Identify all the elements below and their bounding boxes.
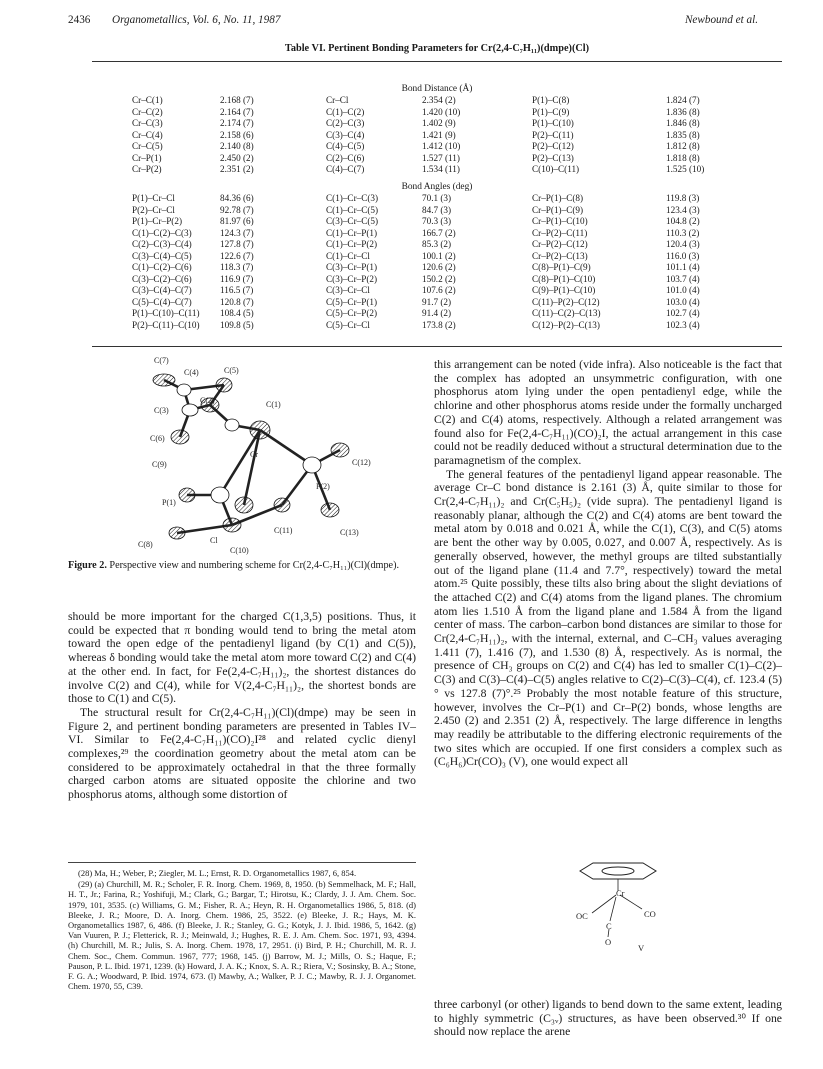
footnote-rule <box>68 862 416 863</box>
label-c3: C(3) <box>154 406 169 415</box>
label-c7: C(7) <box>154 356 169 365</box>
label-c1: C(1) <box>266 400 281 409</box>
angle-cell: 102.7 (4) <box>666 308 700 318</box>
angle-cell: Cr–P(1)–C(8) <box>532 193 584 203</box>
angle-cell: C(1)–Cr–C(5) <box>326 204 379 215</box>
right-column-end <box>434 998 782 1039</box>
angle-cell: C(9)–P(1)–C(10) <box>532 285 596 295</box>
right-paragraph-3: three carbonyl (or other) ligands to bend down to the same extent, leading to highly symmetric (C₃ᵥ) structures, as have been observed.³⁰ If one should now replace the arene <box>434 998 782 1039</box>
angle-cell: P(1)–Cr–Cl <box>132 193 175 203</box>
angle-cell: 91.7 (2) <box>422 296 452 307</box>
distance-cell: Cr–C(3) <box>132 118 163 128</box>
angle-cell: 91.4 (2) <box>422 308 452 318</box>
distance-cell: 1.402 (9) <box>422 118 456 128</box>
distance-cell: P(1)–C(9) <box>532 106 570 117</box>
distance-cell: 1.818 (8) <box>666 152 700 163</box>
table-top-rule <box>92 61 782 62</box>
angle-cell: C(11)–P(2)–C(12) <box>532 296 600 307</box>
distance-row <box>92 107 782 119</box>
angle-cell: 110.3 (2) <box>666 227 700 238</box>
angle-cell: Cr–P(1)–C(9) <box>532 204 584 215</box>
distance-cell: Cr–C(5) <box>132 141 163 151</box>
angle-cell: C(3)–C(4)–C(5) <box>132 250 192 261</box>
angle-cell: C(5)–Cr–Cl <box>326 319 370 330</box>
angle-cell: C(1)–Cr–Cl <box>326 250 370 261</box>
angles-header: Bond Angles (deg) <box>401 182 473 192</box>
angle-cell: C(12)–P(2)–C(13) <box>532 319 600 330</box>
distance-row <box>92 164 782 176</box>
distance-cell: Cr–C(4) <box>132 129 163 140</box>
structure-v-drawing <box>558 855 678 953</box>
struct-cr: Cr <box>616 888 625 898</box>
distance-cell: C(10)–C(11) <box>532 164 580 174</box>
distance-cell: Cr–Cl <box>326 95 349 105</box>
label-c13: C(13) <box>340 528 359 537</box>
page-number: 2436 <box>68 14 91 26</box>
distance-cell: P(1)–C(8) <box>532 95 570 105</box>
distance-cell: 1.835 (8) <box>666 129 700 140</box>
distance-cell: 2.164 (7) <box>220 106 254 117</box>
angle-cell: 108.4 (5) <box>220 308 254 318</box>
ortep-figure <box>132 355 432 555</box>
distance-cell: P(1)–C(10) <box>532 118 574 128</box>
angle-cell: 103.7 (4) <box>666 273 700 284</box>
journal-citation: Organometallics, Vol. 6, No. 11, 1987 <box>112 14 281 26</box>
angle-cell: 120.4 (3) <box>666 239 700 249</box>
angle-cell: C(3)–Cr–Cl <box>326 285 370 295</box>
distance-cell: 2.168 (7) <box>220 95 254 105</box>
angle-cell: P(1)–Cr–P(2) <box>132 216 183 226</box>
angle-cell: 81.97 (6) <box>220 216 254 226</box>
distance-cell: C(1)–C(2) <box>326 106 365 117</box>
footnotes <box>68 868 416 992</box>
label-cl: Cl <box>210 536 218 545</box>
label-c11: C(11) <box>274 526 293 535</box>
distance-cell: Cr–P(2) <box>132 164 162 174</box>
distance-cell: 1.836 (8) <box>666 106 700 117</box>
angle-row <box>92 262 782 274</box>
distance-cell: C(2)–C(6) <box>326 152 365 163</box>
angle-cell: Cr–P(1)–C(10) <box>532 216 588 226</box>
distance-cell: 1.824 (7) <box>666 95 700 105</box>
distance-cell: Cr–P(1) <box>132 152 162 163</box>
label-c10: C(10) <box>230 546 249 555</box>
label-c12: C(12) <box>352 458 371 467</box>
distance-cell: 1.534 (11) <box>422 164 460 174</box>
angle-cell: C(3)–C(2)–C(6) <box>132 273 192 284</box>
running-head <box>68 12 758 30</box>
angle-row <box>92 320 782 332</box>
angle-cell: P(1)–C(10)–C(11) <box>132 308 200 318</box>
angle-cell: C(5)–Cr–P(1) <box>326 296 378 307</box>
angle-row <box>92 239 782 251</box>
angle-cell: 120.8 (7) <box>220 296 254 307</box>
distance-cell: C(4)–C(7) <box>326 164 365 174</box>
angle-cell: Cr–P(2)–C(12) <box>532 239 588 249</box>
caption-text: Perspective view and numbering scheme for Cr(2,4-C₇H₁₁)(Cl)(dmpe). <box>106 560 400 571</box>
left-paragraph-2: The structural result for Cr(2,4-C₇H₁₁)(Cl)(dmpe) may be seen in Figure 2, and pertinent bonding parameters are presented in Tables IV–VI. Similar to Fe(2,4-C₇H₁₁)(CO)₂I²⁸ and related cyclic dienyl complexes,²⁹ the coordination geometry about the metal atom can be considered to be approximately octahedral in that the three formally charged carbon atoms are situated opposite the chlorine and two phosphorus atoms, although some distortion of <box>68 705 416 802</box>
angle-cell: 122.6 (7) <box>220 250 254 261</box>
distance-cell: C(4)–C(5) <box>326 141 365 151</box>
angle-cell: 166.7 (2) <box>422 227 456 238</box>
distance-cell: 2.174 (7) <box>220 118 254 128</box>
angle-cell: C(3)–Cr–C(5) <box>326 216 379 226</box>
angle-row <box>92 251 782 263</box>
angle-cell: C(3)–Cr–P(1) <box>326 262 378 272</box>
angle-cell: C(1)–Cr–P(1) <box>326 227 378 238</box>
angle-row <box>92 274 782 286</box>
label-c6: C(6) <box>150 434 165 443</box>
left-paragraph-1: should be more important for the charged C(1,3,5) positions. Thus, it could be expected that π bonding would tend to bring the metal atom toward the open edge of the pentadienyl ligand (by C(1) and C(5)), whereas δ bonding would take the metal atom more toward C(2) and C(4) at the other end. In fact, for Fe(2,4-C₇H₁₁)₂, the shortest distances do involve C(2) and C(4), while for V(2,4-C₇H₁₁)₂, the shortest bonds are those to C(1) and C(5). <box>68 610 416 706</box>
angle-cell: 104.8 (2) <box>666 216 700 226</box>
label-cr: Cr <box>250 450 258 459</box>
label-c8: C(8) <box>138 540 153 549</box>
angle-cell: 92.78 (7) <box>220 204 254 215</box>
distance-cell: 1.527 (11) <box>422 152 460 163</box>
distance-cell: 1.846 (8) <box>666 118 700 128</box>
angle-cell: Cr–P(2)–C(11) <box>532 227 588 238</box>
distance-row <box>92 95 782 107</box>
angle-cell: 123.4 (3) <box>666 204 700 215</box>
distance-cell: P(2)–C(11) <box>532 129 574 140</box>
label-p2: P(2) <box>316 482 330 491</box>
angle-cell: C(3)–C(4)–C(7) <box>132 285 192 295</box>
left-column <box>68 610 416 802</box>
distance-row <box>92 153 782 165</box>
angle-cell: C(8)–P(1)–C(10) <box>532 273 596 284</box>
struct-label-v: V <box>638 943 645 953</box>
running-authors: Newbound et al. <box>684 14 758 26</box>
angle-row <box>92 216 782 228</box>
struct-co-left: OC <box>576 911 588 921</box>
distance-cell: 1.420 (10) <box>422 106 461 117</box>
angle-cell: 119.8 (3) <box>666 193 700 203</box>
distance-cell: 1.812 (8) <box>666 141 700 151</box>
angle-cell: 116.0 (3) <box>666 250 700 261</box>
distance-cell: 2.450 (2) <box>220 152 254 163</box>
structure-v-svg <box>558 855 678 953</box>
angle-cell: C(1)–Cr–P(2) <box>326 239 378 249</box>
angle-cell: 84.7 (3) <box>422 204 452 215</box>
distance-cell: Cr–C(2) <box>132 106 163 117</box>
right-paragraph-1: this arrangement can be noted (vide infra). Also noticeable is the fact that the complex has adopted an unsymmetric configuration, with one phosphorus atom lying under the open pentadienyl edge, while the chlorine and other phosphorus atoms reside under the formally uncharged C(2) and C(4) atoms, respectively. Although a related arrangement was found also for Fe(2,4-C₇H₁₁)(CO)₂I, the actual arrangement in this case could not be readily deduced without a structural determination due to the paramagnetism of the complex. <box>434 358 782 467</box>
distance-cell: 2.140 (8) <box>220 141 254 151</box>
distance-cell: P(2)–C(13) <box>532 152 574 163</box>
angle-cell: 70.3 (3) <box>422 216 452 226</box>
angle-cell: Cr–P(2)–C(13) <box>532 250 588 261</box>
angle-row <box>92 228 782 240</box>
angle-cell: 150.2 (2) <box>422 273 456 284</box>
distance-cell: 1.421 (9) <box>422 129 456 140</box>
label-c2: C(2) <box>200 396 215 405</box>
distance-cell: Cr–C(1) <box>132 95 163 105</box>
distance-cell: 2.158 (6) <box>220 129 254 140</box>
angle-row <box>92 308 782 320</box>
footnote-29: (29) (a) Churchill, M. R.; Scholer, F. R. Inorg. Chem. 1969, 8, 1950. (b) Semmelhack, M. F.; Hall, H. T., Jr.; Farina, R.; Yoshifuji, M.; Clark, G.; Bargar, T.; Hirotsu, K.; Clardy, J. J. Am. Chem. Soc. 1979, 101, 3535. (c) Williams, G. M.; Fisher, R. A.; Heyn, R. H. Organometallics 1986, 5, 818. (d) Bleeke, J. R.; Moore, D. A. Inorg. Chem. 1986, 25, 3522. (e) Bleeke, J. R.; Hays, M. K. Organometallics 1987, 6, 486. (f) Bleeke, J. R.; Stanley, G. G.; Kotyk, J. J. Ibid. 1986, 5, 1642. (g) Van Vuuren, P. J.; Fletterick, R. J.; Meinwald, J.; Hughes, R. E. J. Am. Chem. Soc. 1971, 93, 4394. (h) Churchill, M. R.; Julis, S. A. Inorg. Chem. 1978, 17, 2951. (i) Bird, P. H.; Churchill, M. R. J. Chem. Soc., Chem. Commun. 1967, 777; 1968, 145. (j) Barrow, M. J.; Mills, O. S.; Haque, F.; Pauson, P. L. Ibid. 1971, 1239. (k) Howard, J. A. K.; Knox, S. A. R.; Riera, V.; Sosinsky, B. A.; Stone, F. G. A.; Woodward, P. Ibid. 1974, 673. (l) Mawby, A.; Walker, P. J. C.; Mawby, R. J. J. Organomet. Chem. 1970, 55, C39. <box>68 879 416 992</box>
ortep-drawing <box>132 355 432 555</box>
angle-cell: C(2)–C(3)–C(4) <box>132 239 192 249</box>
angle-cell: C(3)–Cr–P(2) <box>326 273 378 284</box>
angle-cell: 103.0 (4) <box>666 296 700 307</box>
angle-row <box>92 297 782 309</box>
angle-row <box>92 205 782 217</box>
angle-cell: 124.3 (7) <box>220 227 254 238</box>
angle-cell: P(2)–C(11)–C(10) <box>132 319 200 330</box>
angle-cell: 116.5 (7) <box>220 285 254 295</box>
right-paragraph-2: The general features of the pentadienyl ligand appear reasonable. The average Cr–C bond distance is 2.161 (3) Å, quite similar to those for Cr(2,4-C₇H₁₁)₂ and Cr(C₅H₅)₂ (vide supra). The pentadienyl ligand is reasonably planar, although the C(2) and C(4) atoms are bent toward the metal atom by 0.018 and 0.021 Å, while the C(1), C(3), and C(5) atoms are bent the other way by 0.005, 0.027, and 0.007 Å, respectively. As is generally observed, however, the methyl groups are tilted substantially out of the ligand plane (11.4 and 7.7°, respectively) toward the metal atom.²⁵ Quite possibly, these tilts also bring about the slight deviations of the attached C(2) and C(4) atoms from the ligand planes. The chromium atom lies 1.510 Å from the ligand plane and 1.584 Å from the ligand center of mass. The carbon–carbon bond distances are similar to those for Cr(2,4-C₇H₁₁)₂, with the internal, external, and C–CH₃ values averaging 1.411 (7), 1.416 (7), and 1.530 (8) Å, respectively. As is normal, the presence of CH₃ groups on C(2) and C(4) has led to smaller C(1)–C(2)–C(3) and C(3)–C(4)–C(5) angles relative to C(2)–C(3)–C(4), cf. 123.4 (5)° vs 127.8 (7)°.²⁵ Probably the most notable feature of this structure, however, involves the Cr–P(1) and Cr–P(2) bonds, whose lengths are 2.450 (2) and 2.351 (2) Å, respectively. The large difference in lengths may readily be attributable to the differing electronic requirements of the two sites which are occupied. If one first considers a complex such as (C₆H₆)Cr(CO)₃ (V), one would expect all <box>434 467 782 769</box>
footnote-28: (28) Ma, H.; Weber, P.; Ziegler, M. L.; Ernst, R. D. Organometallics 1987, 6, 854. <box>78 868 357 878</box>
angle-cell: C(5)–Cr–P(2) <box>326 308 378 318</box>
angle-row <box>92 193 782 205</box>
distance-cell: 1.525 (10) <box>666 164 705 174</box>
angle-row <box>92 285 782 297</box>
distance-row <box>92 130 782 142</box>
angle-cell: 100.1 (2) <box>422 250 456 261</box>
struct-co-right: CO <box>644 909 656 919</box>
angle-cell: 101.0 (4) <box>666 285 700 295</box>
distance-row <box>92 141 782 153</box>
angle-cell: 107.6 (2) <box>422 285 456 295</box>
table-bottom-rule <box>92 346 782 347</box>
label-c4: C(4) <box>184 368 199 377</box>
label-c9: C(9) <box>152 460 167 469</box>
angle-cell: 84.36 (6) <box>220 193 254 203</box>
angle-cell: 85.3 (2) <box>422 239 452 249</box>
angle-cell: C(1)–C(2)–C(3) <box>132 227 192 238</box>
angle-cell: C(1)–Cr–C(3) <box>326 193 379 203</box>
distance-row <box>92 118 782 130</box>
distance-cell: 1.412 (10) <box>422 141 461 151</box>
angle-cell: 116.9 (7) <box>220 273 254 284</box>
distance-cell: C(2)–C(3) <box>326 118 365 128</box>
struct-c-bottom: C <box>606 921 612 931</box>
distances-header: Bond Distance (Å) <box>401 84 473 94</box>
angle-cell: 109.8 (5) <box>220 319 254 330</box>
angle-cell: 70.1 (3) <box>422 193 452 203</box>
label-p1: P(1) <box>162 498 176 507</box>
distance-cell: P(2)–C(12) <box>532 141 574 151</box>
angle-cell: C(8)–P(1)–C(9) <box>532 262 591 272</box>
angle-cell: 118.3 (7) <box>220 262 254 272</box>
angle-cell: 102.3 (4) <box>666 319 700 330</box>
right-column <box>434 358 782 769</box>
angle-cell: 127.8 (7) <box>220 239 254 249</box>
struct-o-bottom: O <box>605 937 612 947</box>
table-title: Table VI. Pertinent Bonding Parameters for Cr(2,4-C₇H₁₁)(dmpe)(Cl) <box>284 43 590 54</box>
angle-cell: 173.8 (2) <box>422 319 456 330</box>
angle-cell: C(1)–C(2)–C(6) <box>132 262 192 272</box>
distance-cell: C(3)–C(4) <box>326 129 365 140</box>
angle-cell: C(5)–C(4)–C(7) <box>132 296 192 307</box>
angle-cell: 101.1 (4) <box>666 262 700 272</box>
angle-cell: P(2)–Cr–Cl <box>132 204 175 215</box>
distance-cell: 2.354 (2) <box>422 95 456 105</box>
figure-caption <box>68 560 416 572</box>
caption-label: Figure 2. <box>68 560 107 571</box>
label-c5: C(5) <box>224 366 239 375</box>
angle-cell: C(11)–C(2)–C(13) <box>532 308 601 318</box>
angle-cell: 120.6 (2) <box>422 262 456 272</box>
distance-cell: 2.351 (2) <box>220 164 254 174</box>
